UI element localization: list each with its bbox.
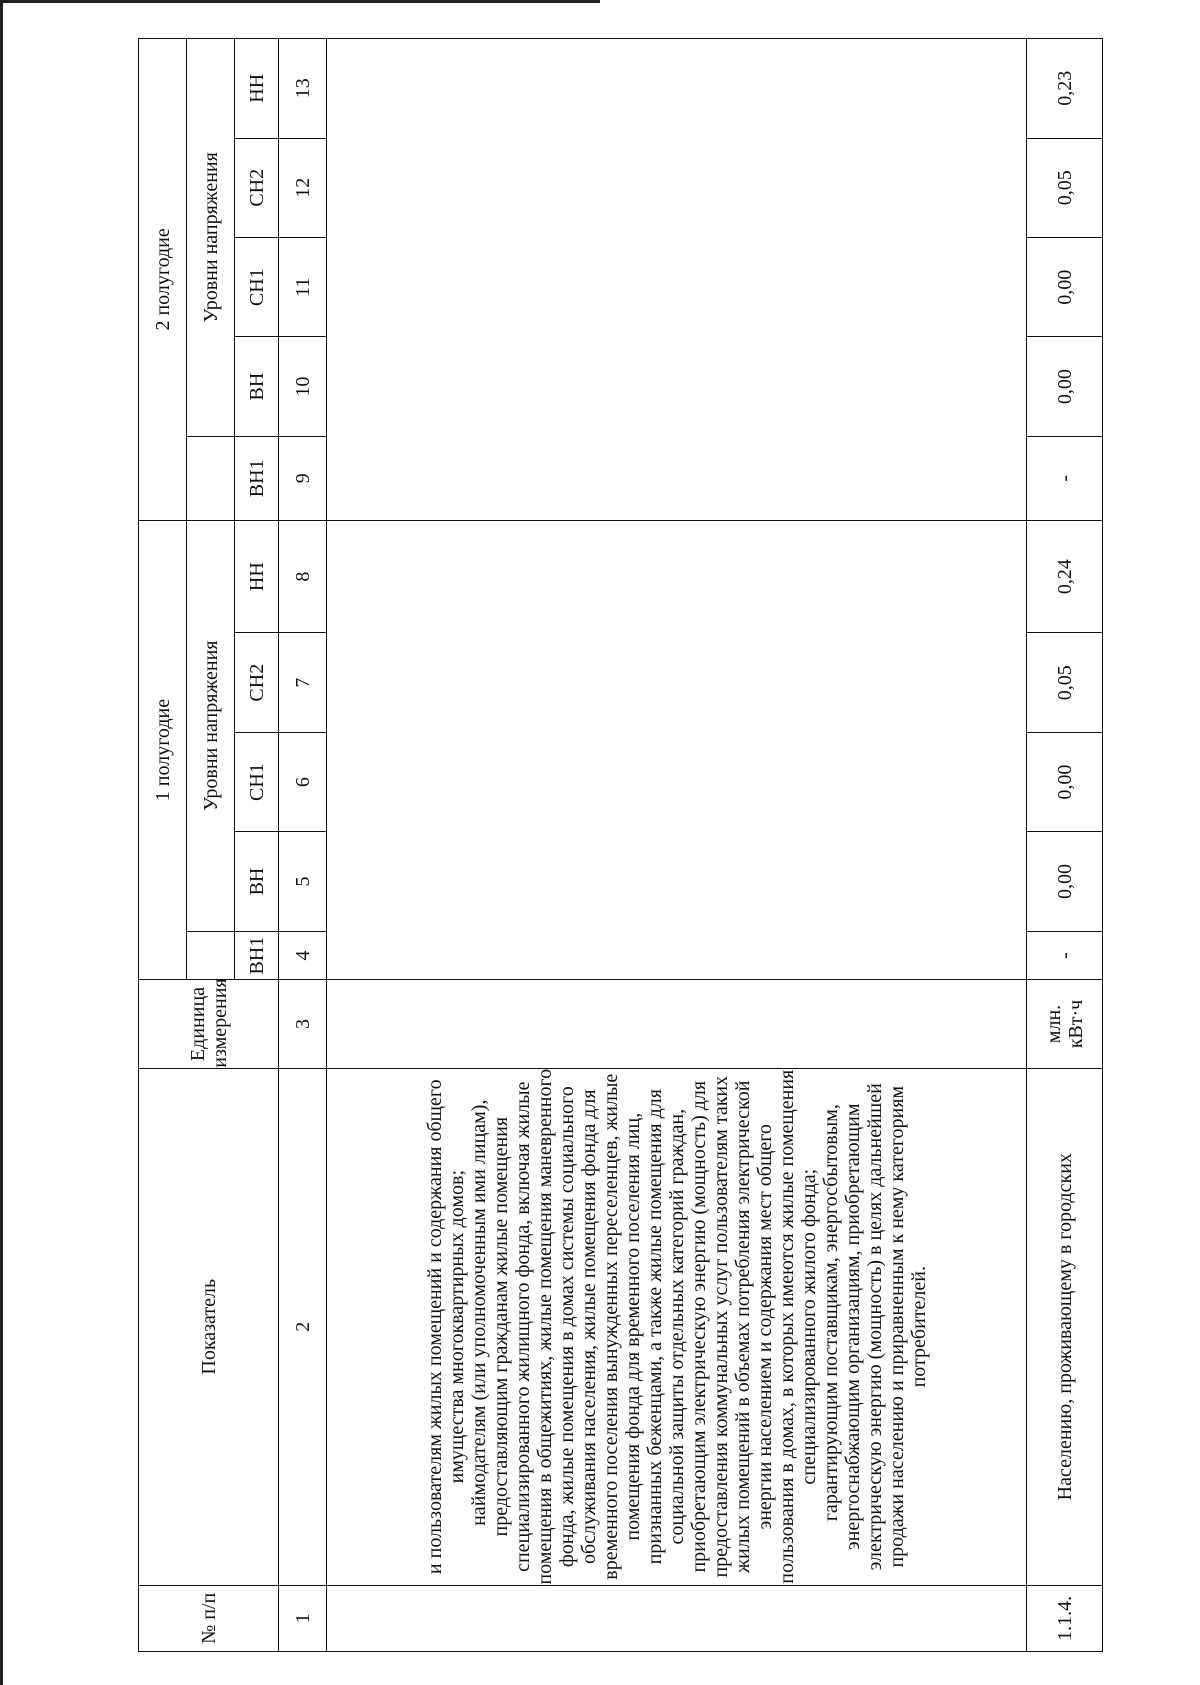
level-sn2-h1: СН2 [235, 633, 279, 732]
header-half2-gap [187, 436, 235, 520]
continuation-half1 [327, 520, 1027, 980]
val-h2-sn2: 0,05 [1027, 138, 1103, 237]
level-sn1-h2: СН1 [235, 237, 279, 336]
level-vn-h2: ВН [235, 337, 279, 436]
header-half1-gap [187, 931, 235, 980]
val-h2-sn1: 0,00 [1027, 237, 1103, 336]
header-indicator: Показатель [139, 1068, 279, 1585]
val-h1-nn: 0,24 [1027, 520, 1103, 633]
continuation-description [327, 1068, 1027, 1585]
header-row-1 [139, 39, 187, 1652]
val-h1-vn1: - [1027, 931, 1103, 980]
scan-edge-left [0, 0, 3, 1685]
continuation-half2 [327, 39, 1027, 521]
colnum-5: 5 [279, 832, 327, 931]
continuation-para-1: и пользователям жилых помещений и содержания общего имущества многоквартирных домов; [423, 1079, 468, 1575]
colnum-12: 12 [279, 138, 327, 237]
level-vn1-h1: ВН1 [235, 931, 279, 980]
val-h1-sn1: 0,00 [1027, 732, 1103, 831]
level-vn1-h2: ВН1 [235, 436, 279, 520]
val-h1-sn2: 0,05 [1027, 633, 1103, 732]
column-number-row [279, 39, 327, 1652]
table-row [1027, 39, 1103, 1652]
colnum-6: 6 [279, 732, 327, 831]
val-h2-vn: 0,00 [1027, 337, 1103, 436]
val-h1-vn: 0,00 [1027, 832, 1103, 931]
colnum-1: 1 [279, 1585, 327, 1651]
colnum-9: 9 [279, 436, 327, 520]
row-unit: млн. кВт·ч [1027, 980, 1103, 1068]
colnum-11: 11 [279, 237, 327, 336]
header-half2: 2 полугодие [139, 39, 187, 521]
header-half1-levels: Уровни напряжения [187, 520, 235, 931]
header-num: № п/п [139, 1585, 279, 1651]
header-half2-levels: Уровни напряжения [187, 39, 235, 437]
val-h2-nn: 0,23 [1027, 39, 1103, 139]
tariff-table [138, 38, 1103, 1652]
rotated-page [138, 38, 1102, 1652]
row-indicator: Населению, проживающему в городских [1027, 1068, 1103, 1585]
colnum-3: 3 [279, 980, 327, 1068]
colnum-7: 7 [279, 633, 327, 732]
colnum-10: 10 [279, 337, 327, 436]
continuation-num [327, 1585, 1027, 1651]
row-num: 1.1.4. [1027, 1585, 1103, 1651]
level-vn-h1: ВН [235, 832, 279, 931]
level-nn-h1: НН [235, 520, 279, 633]
header-half1: 1 полугодие [139, 520, 187, 980]
colnum-4: 4 [279, 931, 327, 980]
colnum-8: 8 [279, 520, 327, 633]
continuation-row [327, 39, 1027, 1652]
continuation-unit [327, 980, 1027, 1068]
val-h2-vn1: - [1027, 436, 1103, 520]
level-sn1-h1: СН1 [235, 732, 279, 831]
scan-edge-top [0, 0, 600, 3]
header-unit: Единица измерения [139, 980, 279, 1068]
colnum-2: 2 [279, 1068, 327, 1585]
continuation-para-3: гарантирующим поставщикам, энергосбытовым, энергоснабжающим организациям, приобретающим электрическую энергию (мощность) в целях дальнейшей продажи населению и приравненным к нему категориям потребителей. [819, 1083, 930, 1571]
colnum-13: 13 [279, 39, 327, 139]
level-sn2-h2: СН2 [235, 138, 279, 237]
continuation-para-2: наймодателям (или уполномоченным ими лицам), предоставляющим гражданам жилые помещения специализированного жилищного фонда, включая жилые помещения в общежитиях, жилые помещения маневренного фонда, жилые помещения в домах системы социального обслуживания населения, жилые помещения фонда для временного поселения вынужденных переселенцев, жилые помещения фонда для временного поселения лиц, признанных беженцами, а также жилые помещения для социальной защиты отдельных категорий граждан, приобретающим электрическую энергию (мощность) для предоставления коммунальных услуг пользователям таких жилых помещений в объемах потребления электрической энергии населением и содержания мест общего пользования в домах, в которых имеются жилые помещения специализированного жилого фонда; [467, 1068, 820, 1585]
level-nn-h2: НН [235, 39, 279, 139]
